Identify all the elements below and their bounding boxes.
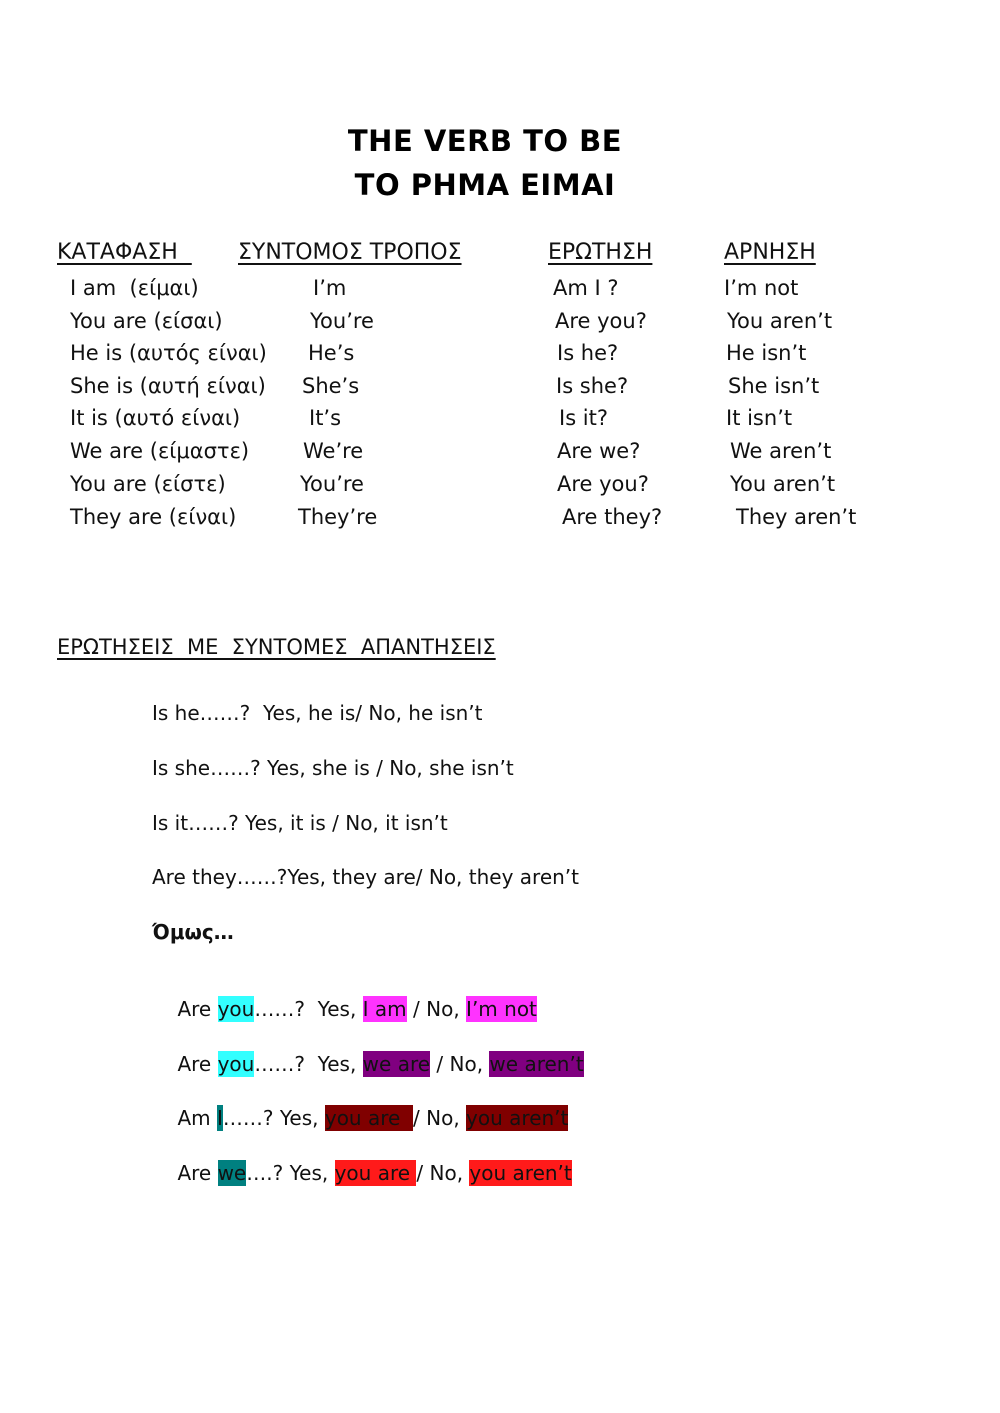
hl3-yes-answer: you are — [324, 1106, 414, 1130]
hl4-subject: we — [217, 1161, 247, 1185]
row-4-negative: She isn’t — [728, 374, 820, 398]
qa-line-they: Are they……?Yes, they are/ No, they aren’t — [152, 865, 580, 889]
row-3-affirmative: He is (αυτός είναι) — [70, 341, 267, 365]
row-6-affirmative: We are (είμαστε) — [70, 439, 250, 463]
hl4-part-0: Are — [177, 1161, 218, 1185]
row-1-negative: I’m not — [724, 276, 799, 300]
row-5-negative: It isn’t — [726, 406, 793, 430]
hl3-no-answer: you aren’t — [466, 1106, 569, 1130]
however-label: Όμως… — [152, 920, 234, 944]
hl1-part-4: / No, — [406, 997, 467, 1021]
row-7-question: Are you? — [557, 472, 649, 496]
hl2-part-0: Are — [177, 1052, 218, 1076]
row-2-negative: You aren’t — [727, 309, 833, 333]
row-8-negative: They aren’t — [736, 505, 857, 529]
hl3-part-0: Am — [177, 1106, 217, 1130]
row-1-short: I’m — [313, 276, 347, 300]
row-2-question: Are you? — [555, 309, 647, 333]
header-affirmative: ΚΑΤΑΦΑΣΗ — [57, 240, 192, 265]
hl4-no-answer: you aren’t — [469, 1161, 572, 1185]
row-5-affirmative: It is (αυτό είναι) — [70, 406, 241, 430]
row-6-short: We’re — [303, 439, 364, 463]
hl2-subject: you — [217, 1052, 255, 1076]
hl1-part-2: ……? Yes, — [254, 997, 363, 1021]
row-8-short: They’re — [298, 505, 378, 529]
row-1-affirmative: I am (είμαι) — [70, 276, 199, 300]
header-question: ΕΡΩΤΗΣΗ — [548, 240, 653, 265]
short-answers-title: ΕΡΩΤΗΣΕΙΣ ΜΕ ΣΥΝΤΟΜΕΣ ΑΠΑΝΤΗΣΕΙΣ — [57, 635, 496, 659]
row-2-affirmative: You are (είσαι) — [70, 309, 223, 333]
hl1-no-answer: I’m not — [466, 997, 537, 1021]
row-5-short: It’s — [309, 406, 342, 430]
row-4-affirmative: She is (αυτή είναι) — [70, 374, 266, 398]
hl1-subject: you — [217, 997, 255, 1021]
hl4-part-2: ….? Yes, — [246, 1161, 335, 1185]
row-1-question: Am I ? — [553, 276, 619, 300]
hl2-part-4: / No, — [430, 1052, 490, 1076]
row-6-negative: We aren’t — [730, 439, 832, 463]
row-4-question: Is she? — [556, 374, 629, 398]
row-4-short: She’s — [302, 374, 360, 398]
hl2-yes-answer: we are — [362, 1052, 431, 1076]
row-5-question: Is it? — [559, 406, 609, 430]
qa-line-it: Is it……? Yes, it is / No, it isn’t — [152, 811, 448, 835]
row-2-short: You’re — [310, 309, 374, 333]
title-english: THE VERB TO BE — [347, 124, 623, 158]
row-7-affirmative: You are (είστε) — [70, 472, 226, 496]
qa-line-she: Is she……? Yes, she is / No, she isn’t — [152, 756, 514, 780]
hl3-subject: I — [216, 1106, 223, 1130]
hl2-no-answer: we aren’t — [489, 1052, 584, 1076]
hl4-part-4: / No, — [416, 1161, 470, 1185]
highlight-line-4 — [152, 1137, 572, 1209]
row-6-question: Are we? — [557, 439, 641, 463]
row-8-affirmative: They are (είναι) — [70, 505, 237, 529]
row-8-question: Are they? — [562, 505, 663, 529]
hl3-part-4: / No, — [413, 1106, 467, 1130]
row-7-negative: You aren’t — [730, 472, 836, 496]
header-short-form: ΣΥΝΤΟΜΟΣ ΤΡΟΠΟΣ — [238, 240, 462, 265]
hl2-part-2: ……? Yes, — [254, 1052, 363, 1076]
hl1-yes-answer: I am — [362, 997, 407, 1021]
hl4-yes-answer: you are — [334, 1161, 417, 1185]
qa-line-he: Is he……? Yes, he is/ No, he isn’t — [152, 701, 483, 725]
hl1-part-0: Are — [177, 997, 218, 1021]
title-greek: ΤΟ ΡΗΜΑ ΕΙΜΑΙ — [354, 168, 616, 202]
hl3-part-2: ……? Yes, — [222, 1106, 325, 1130]
row-3-question: Is he? — [557, 341, 619, 365]
row-3-short: He’s — [308, 341, 355, 365]
header-negative: ΑΡΝΗΣΗ — [724, 240, 816, 265]
row-7-short: You’re — [300, 472, 364, 496]
row-3-negative: He isn’t — [726, 341, 807, 365]
